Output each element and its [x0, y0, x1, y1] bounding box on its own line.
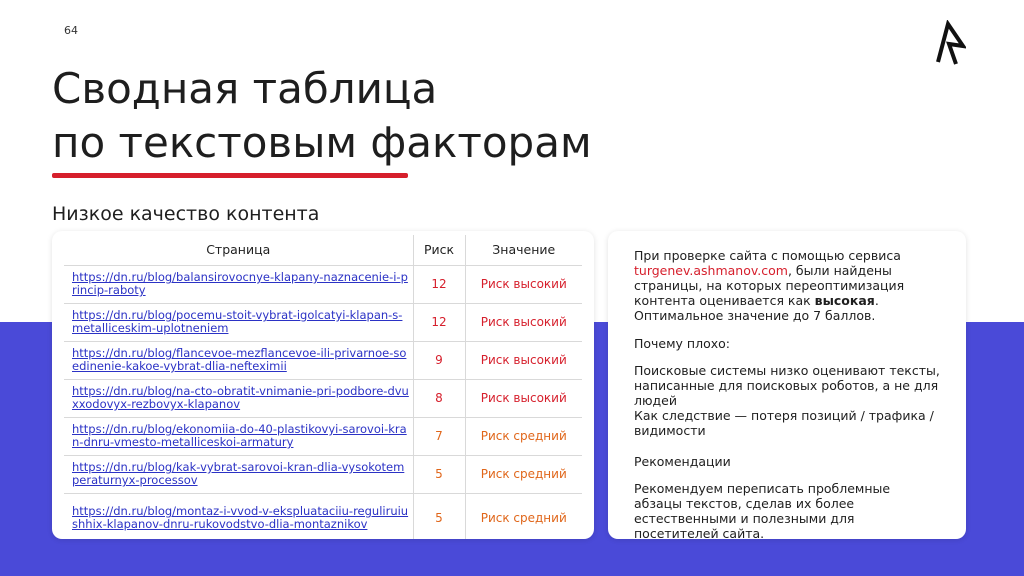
page-link[interactable]: https://dn.ru/blog/kak-vybrat-sarovoi-kran-dlia-vysokotemperaturnyx-processov [64, 455, 413, 493]
risk-value: Риск средний [465, 417, 582, 455]
table-row [64, 265, 582, 303]
title-line-2: по текстовым факторам [52, 118, 592, 167]
risk-score: 7 [413, 417, 465, 455]
risk-value: Риск высокий [465, 341, 582, 379]
info-card [608, 231, 966, 539]
page-number: 64 [64, 24, 78, 37]
risk-score: 12 [413, 265, 465, 303]
recommendations-text: Рекомендуем переписать проблемные абзацы текстов, сделав их более естественными и полезными для посетителей сайта. [634, 481, 891, 541]
page-link[interactable]: https://dn.ru/blog/ekonomiia-do-40-plastikovyi-sarovoi-kran-dnru-vmesto-metalliceskoi-armatury [64, 417, 413, 455]
intro-text-end: . Оптимальное значение до 7 баллов. [634, 293, 879, 323]
risk-score: 5 [413, 493, 465, 539]
results-table [64, 235, 582, 539]
logo-icon [934, 20, 966, 68]
header-value: Значение [465, 235, 582, 265]
table-row [64, 379, 582, 417]
why-heading: Почему плохо: [634, 336, 730, 351]
intro-text-start: При проверке сайта с помощью сервиса [634, 248, 901, 263]
risk-score: 8 [413, 379, 465, 417]
risk-value: Риск средний [465, 455, 582, 493]
page-link[interactable]: https://dn.ru/blog/na-cto-obratit-vnimanie-pri-podbore-dvuxxodovyx-rezbovyx-klapanov [64, 379, 413, 417]
risk-score: 5 [413, 455, 465, 493]
risk-value: Риск высокий [465, 303, 582, 341]
why-text-2: Как следствие — потеря позиций / трафика / видимости [634, 408, 934, 438]
intro-bold-word: высокая [814, 293, 875, 308]
risk-value: Риск высокий [465, 265, 582, 303]
page-link[interactable]: https://dn.ru/blog/pocemu-stoit-vybrat-igolcatyi-klapan-s-metalliceskim-uplotneniem [64, 303, 413, 341]
header-risk: Риск [413, 235, 465, 265]
risk-value: Риск средний [465, 493, 582, 539]
page-link[interactable]: https://dn.ru/blog/balansirovocnye-klapany-naznacenie-i-princip-raboty [64, 265, 413, 303]
title-line-1: Сводная таблица [52, 64, 438, 113]
intro-text-middle: , были найдены страницы, на которых переоптимизация контента оценивается как [634, 263, 905, 308]
risk-value: Риск высокий [465, 379, 582, 417]
table-row [64, 417, 582, 455]
table-row [64, 455, 582, 493]
recommendations-heading: Рекомендации [634, 454, 731, 469]
page-link[interactable]: https://dn.ru/blog/montaz-i-vvod-v-ekspluataciiu-reguliruiushhix-klapanov-dnru-rukovodstvo-dlia-montaznikov [64, 493, 413, 539]
page-title [52, 62, 592, 170]
page-link[interactable]: https://dn.ru/blog/flancevoe-mezflancevoe-ili-privarnoe-soedinenie-kakoe-vybrat-dlia-nefteximii [64, 341, 413, 379]
table-row [64, 341, 582, 379]
risk-score: 9 [413, 341, 465, 379]
section-subtitle: Низкое качество контента [52, 203, 320, 225]
service-link[interactable]: turgenev.ashmanov.com [634, 263, 788, 278]
info-intro [634, 248, 942, 323]
table-row [64, 493, 582, 539]
risk-score: 12 [413, 303, 465, 341]
why-text-1: Поисковые системы низко оценивают тексты, написанные для поисковых роботов, а не для людей [634, 363, 940, 408]
header-page: Страница [64, 235, 413, 265]
table-header-row [64, 235, 582, 265]
title-underline [52, 173, 408, 178]
table-row [64, 303, 582, 341]
results-table-card [52, 231, 594, 539]
